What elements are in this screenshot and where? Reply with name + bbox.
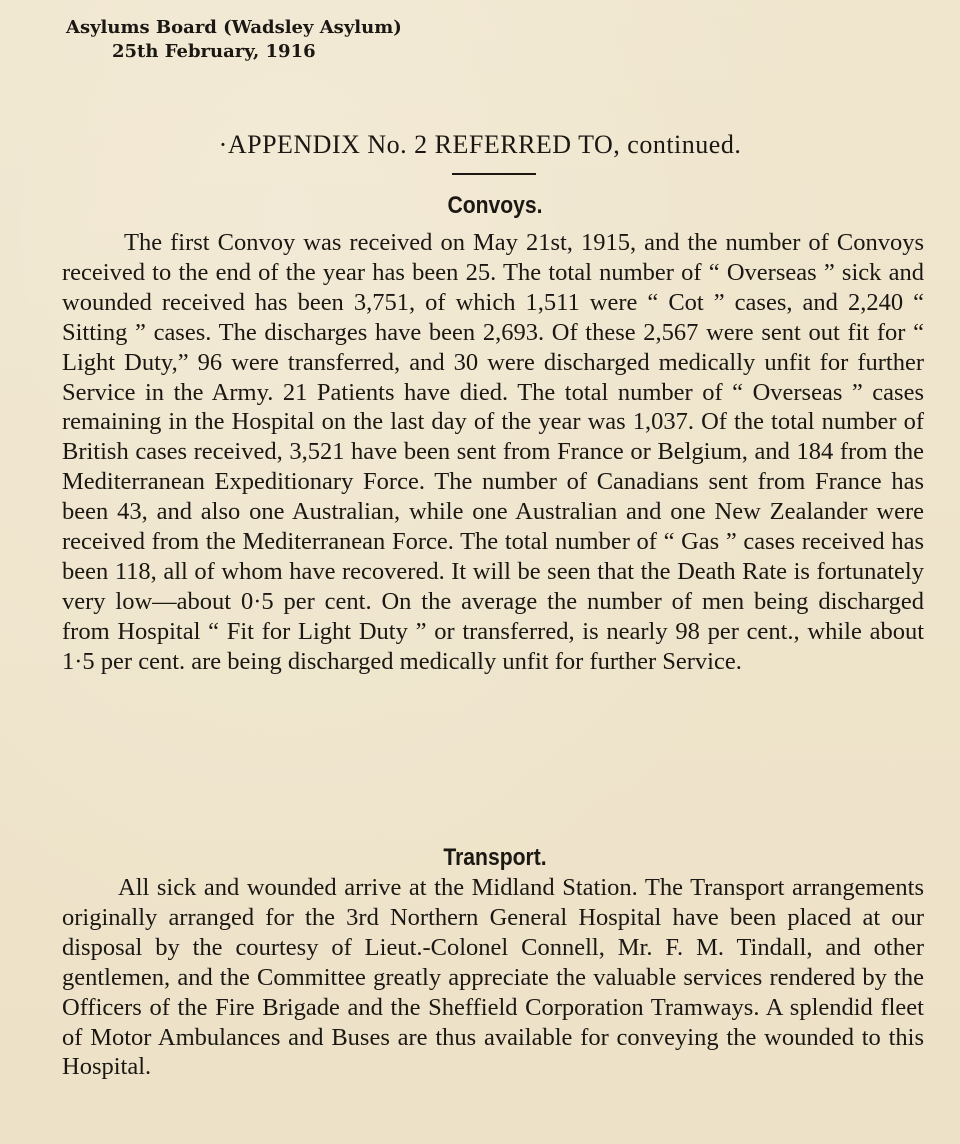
transport-heading: Transport. bbox=[443, 844, 547, 871]
appendix-title: ·APPENDIX No. 2 REFERRED TO, continued. bbox=[218, 130, 742, 159]
header-date: 25th February, 1916 bbox=[112, 41, 316, 62]
convoys-heading: Convoys. bbox=[447, 192, 543, 219]
document-header bbox=[66, 16, 402, 64]
header-board-name: Asylums Board (Wadsley Asylum) bbox=[66, 17, 402, 38]
title-divider bbox=[452, 173, 536, 175]
transport-paragraph: All sick and wounded arrive at the Midland Station. The Transport arrangements originally arranged for the 3rd Northern General Hospital have been placed at our disposal by the courtesy of Lieut.-Colonel Connell, Mr. F. M. Tindall, and other gentlemen, and the Committee greatly appreciate the valuable services rendered by the Officers of the Fire Brigade and the Sheffield Corporation Tramways. A splendid fleet of Motor Ambulances and Buses are thus available for conveying the wounded to this Hospital. bbox=[62, 874, 924, 1081]
convoys-paragraph: The first Convoy was received on May 21st, 1915, and the number of Convoys received to the end of the year has been 25. The total number of “ Overseas ” sick and wounded received has been 3,751, of which 1,511 were “ Cot ” cases, and 2,240 “ Sitting ” cases. The discharges have been 2,693. Of these 2,567 were sent out fit for “ Light Duty,” 96 were transferred, and 30 were discharged medically unfit for further Service in the Army. 21 Patients have died. The total number of “ Overseas ” cases remaining in the Hospital on the last day of the year was 1,037. Of the total number of British cases received, 3,521 have been sent from France or Belgium, and 184 from the Mediterranean Expeditionary Force. The number of Canadians sent from France has been 43, and also one Australian, while one Australian and one New Zealander were received from the Mediterranean Force. The total number of “ Gas ” cases received has been 118, all of whom have recovered. It will be seen that the Death Rate is fortunately very low—about 0·5 per cent. On the average the number of men being discharged from Hospital “ Fit for Light Duty ” or transferred, is nearly 98 per cent., while about 1·5 per cent. are being discharged medically unfit for further Service. bbox=[62, 229, 924, 675]
